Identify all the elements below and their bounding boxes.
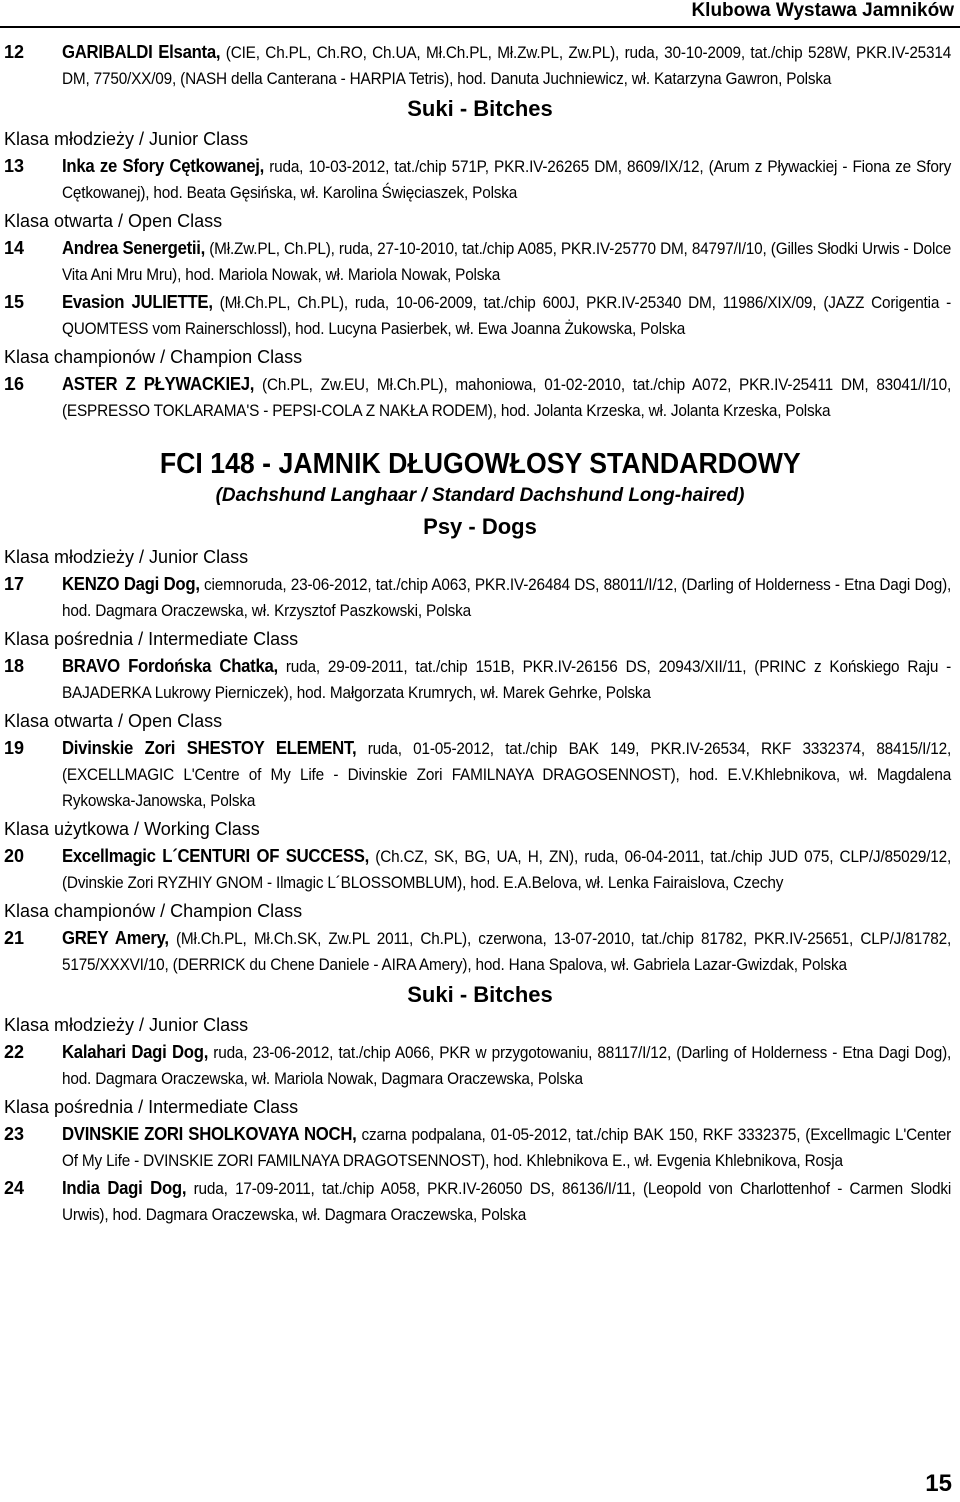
entry-body xyxy=(62,1121,951,1174)
dog-name: Evasion JULIETTE, xyxy=(62,292,213,312)
dog-name: India Dagi Dog, xyxy=(62,1178,187,1198)
entry-body xyxy=(62,289,951,342)
dog-name: KENZO Dagi Dog, xyxy=(62,574,200,594)
dog-details: (Mł.Zw.PL, Ch.PL), ruda, 27-10-2010, tat./chip A085, PKR.IV-25770 DM, 84797/I/10, (Gilles Słodki Urwis - Dolce Vita Ani Mru Mru), hod. Mariola Nowak, wł. Mariola Nowak, Polska xyxy=(62,240,952,284)
breed-heading xyxy=(4,446,956,510)
entry-number: 19 xyxy=(4,738,25,758)
sex-header: Suki - Bitches xyxy=(407,96,553,121)
class-header: Klasa użytkowa / Working Class xyxy=(4,819,260,839)
entry-number: 21 xyxy=(4,928,25,948)
catalog-entry xyxy=(4,1039,956,1092)
entry-body xyxy=(62,1175,951,1228)
dog-details: ruda, 10-03-2012, tat./chip 571P, PKR.IV-26265 DM, 8609/IX/12, (Arum z Pływackiej - Fiona ze Sfory Cętkowanej), hod. Beata Gęsińska, wł. Karolina Święciaszek, Polska xyxy=(62,158,952,202)
dog-details: ruda, 01-05-2012, tat./chip BAK 149, PKR.IV-26534, RKF 3332374, 88415/I/12, (EXCELLMAGIC L'Centre of My Life - Divinskie Zori FAMILNAYA DRAGOSENNOST), hod. E.V.Khlebnikova, wł. Magdalena Rykowska-Janowska, Polska xyxy=(62,740,952,810)
dog-details: ruda, 29-09-2011, tat./chip 151B, PKR.IV-26156 DS, 20943/XII/11, (PRINC z Końskiego Raju - BAJADERKA Lukrowy Pierniczek), hod. Małgorzata Krumrych, wł. Marek Gehrke, Polska xyxy=(62,658,952,702)
sections-after-breed xyxy=(4,512,956,1228)
entry-number: 24 xyxy=(4,1178,25,1198)
entry-body xyxy=(62,1039,951,1092)
page-number: 15 xyxy=(925,1470,952,1497)
entry-body xyxy=(62,235,951,288)
catalog-entry xyxy=(4,289,956,342)
entry-body xyxy=(62,571,951,624)
dog-name: BRAVO Fordońska Chatka, xyxy=(62,656,278,676)
entry-number: 12 xyxy=(4,42,25,62)
entry-body xyxy=(62,735,951,814)
header-rule xyxy=(0,26,960,28)
entry-number: 18 xyxy=(4,656,25,676)
catalog-entry xyxy=(4,843,956,896)
dog-name: GREY Amery, xyxy=(62,928,169,948)
class-header: Klasa pośrednia / Intermediate Class xyxy=(4,1097,299,1117)
dog-name: ASTER Z PŁYWACKIEJ, xyxy=(62,374,255,394)
dog-details: ruda, 17-09-2011, tat./chip A058, PKR.IV-26050 DS, 86136/I/11, (Leopold von Charlottenhof - Carmen Slodki Urwis), hod. Dagmara Oraczewska, wł. Dagmara Oraczewska, Polska xyxy=(62,1180,952,1224)
catalog-entry xyxy=(4,1121,956,1174)
sex-header: Psy - Dogs xyxy=(423,514,537,539)
dog-details: (Ch.CZ, SK, BG, UA, H, ZN), ruda, 06-04-2011, tat./chip JUD 075, CLP/J/85029/12, (Dvinskie Zori RYZHIY GNOM - Ilmagic L´BLOSSOMBLUM), hod. E.A.Belova, wł. Lenka Fairaislova, Czechy xyxy=(62,848,952,892)
entry-body xyxy=(62,843,951,896)
class-header: Klasa pośrednia / Intermediate Class xyxy=(4,629,299,649)
breed-title: FCI 148 - JAMNIK DŁUGOWŁOSY STANDARDOWY xyxy=(159,448,801,480)
entry-number: 13 xyxy=(4,156,25,176)
dog-name: Kalahari Dagi Dog, xyxy=(62,1042,209,1062)
class-header: Klasa młodzieży / Junior Class xyxy=(4,129,249,149)
catalog-entry xyxy=(4,571,956,624)
entry-number: 23 xyxy=(4,1124,25,1144)
catalog-entry xyxy=(4,39,956,92)
catalog-entry xyxy=(4,371,956,424)
class-header: Klasa championów / Champion Class xyxy=(4,347,303,367)
dog-details: czarna podpalana, 01-05-2012, tat./chip BAK 150, RKF 3332375, (Excellmagic L'Center Of My Life - DVINSKIE ZORI FAMILNAYA DRAGOTSENNOST), hod. Khlebnikova E., wł. Evgenia Khlebnikova, Rosja xyxy=(62,1126,952,1170)
catalog-entry xyxy=(4,1175,956,1228)
dog-name: Inka ze Sfory Cętkowanej, xyxy=(62,156,264,176)
catalog-entry xyxy=(4,153,956,206)
class-header: Klasa championów / Champion Class xyxy=(4,901,303,921)
dog-details: ciemnoruda, 23-06-2012, tat./chip A063, PKR.IV-26484 DS, 88011/I/12, (Darling of Holderness - Etna Dagi Dog), hod. Dagmara Oraczewska, wł. Krzysztof Paszkowski, Polska xyxy=(62,576,952,620)
sections-before-breed xyxy=(4,94,956,424)
entry-body xyxy=(62,153,951,206)
dog-details: (Mł.Ch.PL, Mł.Ch.SK, Zw.PL 2011, Ch.PL), czerwona, 13-07-2010, tat./chip 81782, PKR.IV-25651, CLP/J/81782, 5175/XXXVI/10, (DERRICK du Chene Daniele - AIRA Amery), hod. Hana Spalova, wł. Gabriela Lazar-Gwizdak, Polska xyxy=(62,930,952,974)
entry-number: 20 xyxy=(4,846,25,866)
sex-header: Suki - Bitches xyxy=(407,982,553,1007)
dog-name: Divinskie Zori SHESTOY ELEMENT, xyxy=(62,738,357,758)
dog-details: (Ch.PL, Zw.EU, Mł.Ch.PL), mahoniowa, 01-02-2010, tat./chip A072, PKR.IV-25411 DM, 83041/I/10, (ESPRESSO TOKLARAMA'S - PEPSI-COLA Z NAKŁA RODEM), hod. Jolanta Krzeska, wł. Jolanta Krzeska, Polska xyxy=(62,376,952,420)
entry-number: 22 xyxy=(4,1042,25,1062)
entry-body xyxy=(62,653,951,706)
entry-number: 15 xyxy=(4,292,25,312)
entry-body xyxy=(62,371,951,424)
entry-body xyxy=(62,925,951,978)
catalog-entry xyxy=(4,653,956,706)
entry-body xyxy=(62,39,951,92)
class-header: Klasa młodzieży / Junior Class xyxy=(4,547,249,567)
entry-number: 17 xyxy=(4,574,25,594)
dog-name: DVINSKIE ZORI SHOLKOVAYA NOCH, xyxy=(62,1124,357,1144)
dog-name: GARIBALDI Elsanta, xyxy=(62,42,221,62)
class-header: Klasa otwarta / Open Class xyxy=(4,211,223,231)
dog-name: Andrea Senergetii, xyxy=(62,238,206,258)
dog-details: (Mł.Ch.PL, Ch.PL), ruda, 10-06-2009, tat./chip 600J, PKR.IV-25340 DM, 11986/XIX/09, (JAZZ Corigentia - QUOMTESS vom Rainerschlossl), hod. Lucyna Pasierbek, wł. Ewa Joanna Żukowska, Polska xyxy=(62,294,952,338)
running-header: Klubowa Wystawa Jamników xyxy=(691,0,954,21)
entry-number: 14 xyxy=(4,238,25,258)
breed-subtitle: (Dachshund Langhaar / Standard Dachshund Long-haired) xyxy=(215,485,745,506)
dog-details: (CIE, Ch.PL, Ch.RO, Ch.UA, Mł.Ch.PL, Mł.Zw.PL, Zw.PL), ruda, 30-10-2009, tat./chip 528W, PKR.IV-25314 DM, 7750/XX/09, (NASH della Canterana - HARPIA Tetris), hod. Danuta Juchniewicz, wł. Katarzyna Gawron, Polska xyxy=(62,44,952,88)
catalog-entry xyxy=(4,735,956,814)
dog-name: Excellmagic L´CENTURI OF SUCCESS, xyxy=(62,846,370,866)
class-header: Klasa otwarta / Open Class xyxy=(4,711,223,731)
catalog-content xyxy=(4,38,956,1228)
catalog-entry xyxy=(4,235,956,288)
class-header: Klasa młodzieży / Junior Class xyxy=(4,1015,249,1035)
catalog-entry xyxy=(4,925,956,978)
dog-details: ruda, 23-06-2012, tat./chip A066, PKR w przygotowaniu, 88117/I/12, (Darling of Holderness - Etna Dagi Dog), hod. Dagmara Oraczewska, wł. Mariola Nowak, Dagmara Oraczewska, Polska xyxy=(62,1044,952,1088)
entry-number: 16 xyxy=(4,374,25,394)
